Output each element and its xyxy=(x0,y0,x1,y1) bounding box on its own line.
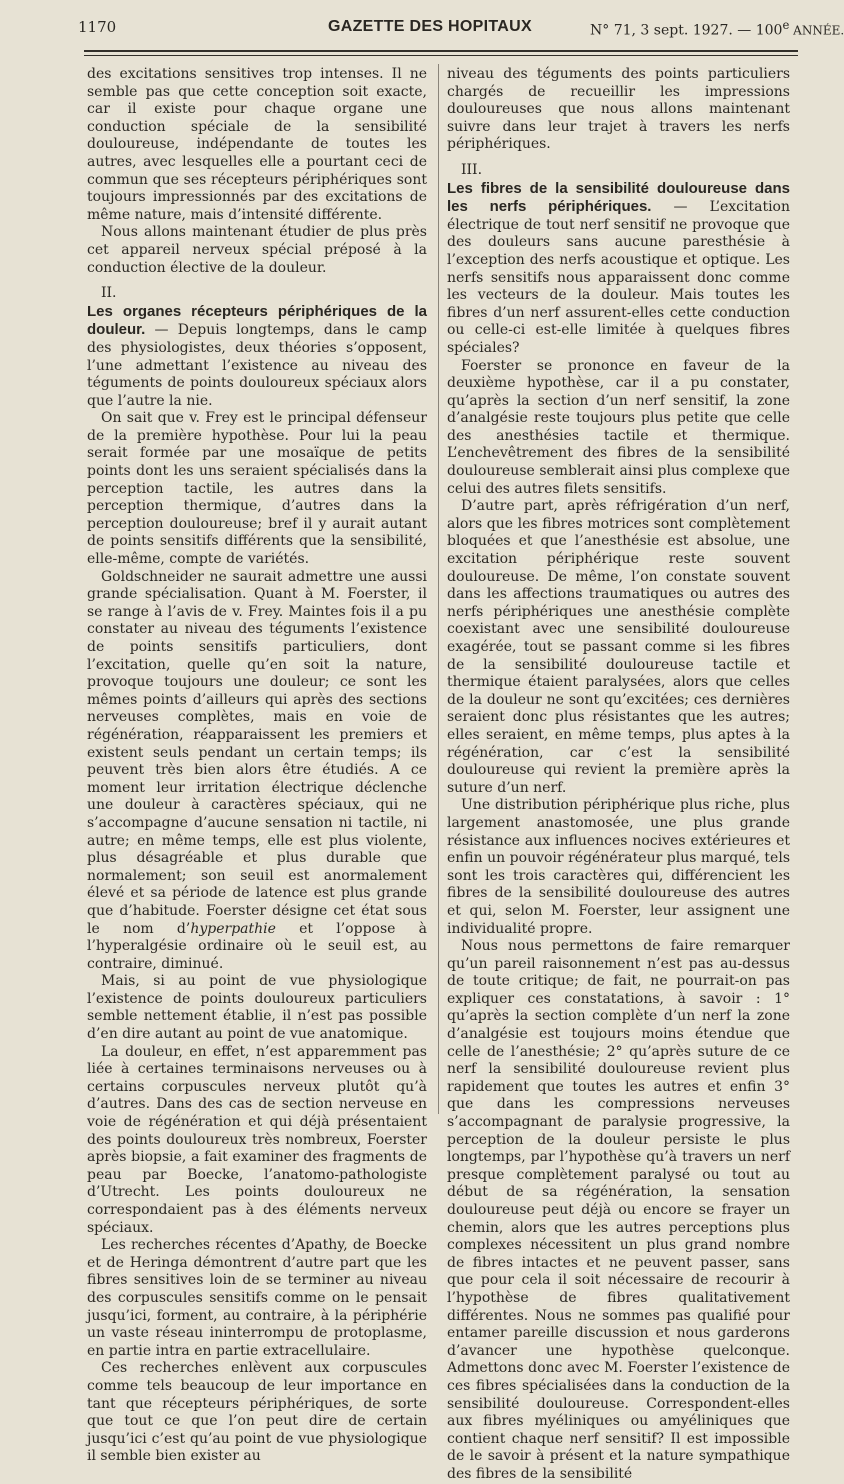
paragraph-right-2: Foerster se prononce en faveur de la deuxième hypothèse, car il a pu constater, qu’après la section d’un nerf sensitif, la zone d’analgésie reste toujours plus petite que celle des anesthésies tactile et thermique. L’enchevêtrement des fibres de la sensibilité douloureuse semblerait ainsi plus complexe que celui des autres filets sensitifs. xyxy=(447,357,790,497)
section-2-heading: Les organes récepteurs périphériques de la douleur. xyxy=(87,302,427,339)
paragraph-left-4 xyxy=(87,569,427,974)
paragraph-left-5: Mais, si au point de vue physiologique l’existence de points douloureux particuliers semble nettement établie, il n’est pas possible d’en dire autant au point de vue anatomique. xyxy=(87,973,427,1043)
paragraph-left-3: On sait que v. Frey est le principal défenseur de la première hypothèse. Pour lui la peau serait formée par une mosaïque de petits points dont les uns seraient spécialisés dans la perception tactile, les autres dans la perception thermique, d’autres dans la perception douloureuse; bref il y aurait autant de points sensitifs différents que la sensibilité, elle-même, compte de variétés. xyxy=(87,410,427,568)
paragraph-right-1: niveau des téguments des points particuliers chargés de recueillir les impressions douloureuses que nous allons maintenant suivre dans leur trajet à travers les nerfs périphériques. xyxy=(447,66,790,153)
hyperpathie-term: hyperpathie xyxy=(190,920,276,937)
running-header xyxy=(78,12,844,42)
section-3-text: — L’excitation électrique de tout nerf sensitif ne provoque que des douleurs sans aucune paresthésie à l’exception des nerfs acoustique et optique. Les nerfs sensitifs nous apparaissent donc comme les vecteurs de la douleur. Mais toutes les fibres d’un nerf assurent-elles cette conduction ou celle-ci est-elle limitée à quelques fibres spéciales? xyxy=(447,199,790,356)
paragraph-left-4-text-b: et l’oppose à l’hyperalgésie ordinaire où le seuil est, au contraire, diminué. xyxy=(87,920,427,972)
paragraph-right-5: Nous nous permettons de faire remarquer qu’un pareil raisonnement n’est pas au-dessus de toute critique; de fait, ne pourrait-on pas expliquer ces constatations, à savoir : 1° qu’après la section complète d’un nerf la zone d’analgésie est toujours moins étendue que celle de l’anesthésie; 2° qu’après suture de ce nerf la sensibilité douloureuse revient plus rapidement que toutes les autres et enfin 3° que dans les compressions nerveuses s’accompagnant de paralysie progressive, la perception de la douleur persiste le plus longtemps, par l’hypothèse qu’à travers un nerf presque complètement paralysé ou tout au début de sa régénération, la sensation douloureuse peut déjà ou encore se frayer un chemin, alors que les autres perceptions plus complexes nécessitent un plus grand nombre de fibres intactes et ne peuvent passer, sans que pour cela il soit nécessaire de recourir à l’hypothèse de fibres qualitativement différentes. Nous ne sommes pas qualifié pour entamer pareille discussion et nous garderons d’avancer une hypothèse quelconque. Admettons donc avec M. Foerster l’existence de ces fibres spécialisées dans la conduction de la sensibilité douloureuse. Correspondent-elles aux fibres myéliniques ou amyéliniques que contient chaque nerf sensitif? Il est impossible de le savoir à présent et la nature sympathique des fibres de la sensibilité xyxy=(447,938,790,1482)
paragraph-left-6: La douleur, en effet, n’est apparemment pas liée à certaines terminaisons nerveuses ou à certains corpuscules nerveux plutôt qu’à d’autres. Dans des cas de section nerveuse en voie de régénération et qui déjà présentaient des points douloureux très nombreux, Foerster après biopsie, a fait examiner des fragments de peau par Boecke, l’anatomo-pathologiste d’Utrecht. Les points douloureux ne correspondaient pas à des éléments nerveux spéciaux. xyxy=(87,1043,427,1236)
column-divider xyxy=(438,64,439,1114)
section-3-number: III. xyxy=(461,161,483,178)
issue-ordinal: e xyxy=(782,18,790,32)
section-3-heading: Les fibres de la sensibilité douloureuse dans les nerfs périphériques. xyxy=(447,179,790,216)
paragraph-left-2: Nous allons maintenant étudier de plus près cet appareil nerveux spécial préposé à la conduction élective de la douleur. xyxy=(87,224,427,276)
section-3 xyxy=(447,162,790,180)
right-column xyxy=(447,66,790,1484)
paragraph-right-3: D’autre part, après réfrigération d’un nerf, alors que les fibres motrices sont complètement bloquées et que l’anesthésie est absolue, une excitation périphérique reste souvent douloureuse. De même, l’on constate souvent dans les affections traumatiques ou autres des nerfs périphériques une anesthésie complète coexistant avec une sensibilité douloureuse exagérée, tout se passant comme si les fibres de la sensibilité douloureuse tactile et thermique étaient paralysées, alors que celles de la douleur ne sont qu’excitées; ces dernières seraient donc plus résistantes que les autres; elles seraient, en même temps, plus aptes à la régénération, car c’est la sensibilité douloureuse qui revient la première après la suture d’un nerf. xyxy=(447,498,790,796)
section-2-number: II. xyxy=(101,285,117,302)
paragraph-left-8: Ces recherches enlèvent aux corpuscules comme tels beaucoup de leur importance en tant que récepteurs périphériques, de sorte que tout ce que l’on peut dire de certain jusqu’ici c’est qu’au point de vue physiologique il semble bien exister au xyxy=(87,1360,427,1465)
paragraph-left-4-text-a: Goldschneider ne saurait admettre une aussi grande spécialisation. Quant à M. Foerster, il se range à l’avis de v. Frey. Maintes fois il a pu constater au niveau des téguments l’existence de points sensitifs particuliers, dont l’excitation, quelle qu’en soit la nature, provoque toujours une douleur; ce sont les mêmes points d’ailleurs qui après des sections nerveuses complètes, mais en voie de régénération, réapparaissent les premiers et existent seuls pendant un certain temps; ils peuvent très bien alors être étudiés. A ce moment leur irritation électrique déclenche une douleur à caractères spéciaux, qui ne s’accompagne d’aucune sensation ni tactile, ni autre; en même temps, elle est plus violente, plus désagréable et plus durable que normalement; son seuil est anormalement élevé et sa période de latence est plus grande que d’habitude. Foerster désigne cet état sous le nom d’ xyxy=(87,568,427,937)
page-number: 1170 xyxy=(78,18,117,36)
journal-title: GAZETTE DES HOPITAUX xyxy=(328,18,532,35)
issue-date: N° 71, 3 sept. 1927. — 100 xyxy=(590,22,783,39)
issue-info xyxy=(590,18,844,39)
section-2-text: — Depuis longtemps, dans le camp des physiologistes, deux théories s’opposent, l’une admettant l’existence au niveau des téguments de points douloureux spéciaux alors que l’autre la nie. xyxy=(87,322,427,409)
paragraph-left-7: Les recherches récentes d’Apathy, de Boecke et de Heringa démontrent d’autre part que les fibres sensitives loin de se terminer au niveau des corpuscules sensitifs comme on le pensait jusqu’ici, forment, au contraire, à la périphérie un vaste réseau ininterrompu de protoplasme, en partie intra en partie extracellulaire. xyxy=(87,1237,427,1359)
issue-year-label: ANNÉE. xyxy=(789,23,844,38)
header-rule-thick xyxy=(84,50,798,52)
paragraph-left-1: des excitations sensitives trop intenses. Il ne semble pas que cette conception soit exacte, car il existe pour chaque organe une conduction spéciale de la sensibilité douloureuse, indépendante de toutes les autres, avec lesquelles elle a pourtant ceci de commun que ses récepteurs périphériques sont toujours impressionnés par des excitations de même nature, mais d’intensité différente. xyxy=(87,66,427,223)
header-rule-thin xyxy=(84,55,798,56)
paragraph-right-4: Une distribution périphérique plus riche, plus largement anastomosée, une plus grande résistance aux influences nocives extérieures et enfin un pouvoir régénérateur plus marqué, tels sont les trois caractères qui, différencient les fibres de la sensibilité douloureuse des autres et qui, selon M. Foerster, leur assignent une individualité propre. xyxy=(447,797,790,937)
left-column xyxy=(87,66,427,1466)
section-2 xyxy=(87,285,427,303)
